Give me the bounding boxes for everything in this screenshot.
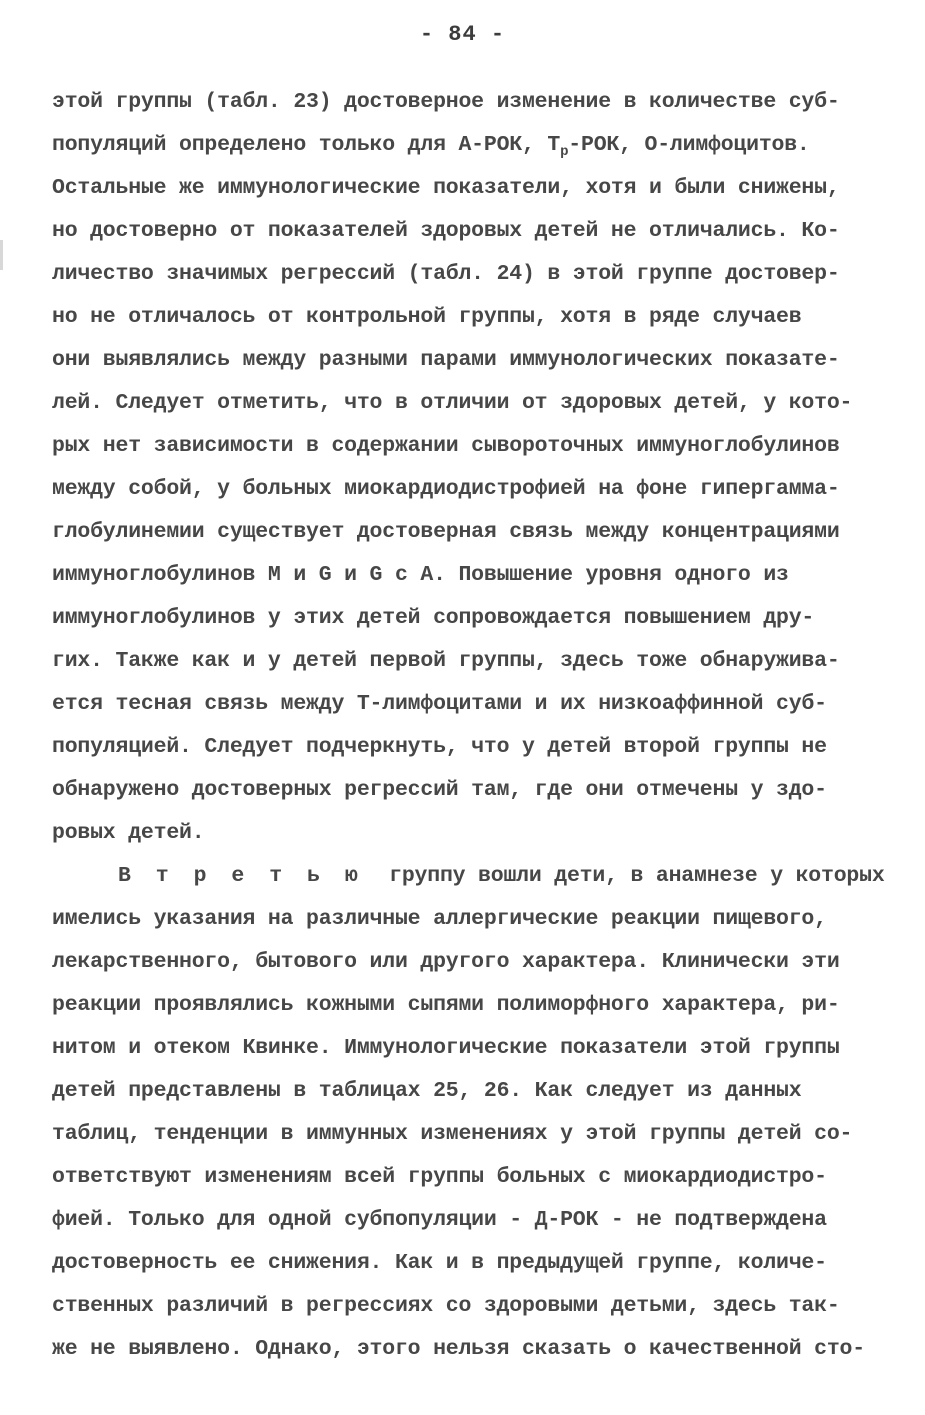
text-line: обнаружено достоверных регрессий там, где они отмечены у здо- — [52, 778, 827, 802]
text-line-part: -РОК, О-лимфоцитов. — [568, 133, 810, 157]
paragraph-first-line — [52, 855, 885, 898]
text-line: достоверность ее снижения. Как и в предыдущей группе, количе- — [52, 1251, 827, 1275]
text-line: этой группы (табл. 23) достоверное изменение в количестве суб- — [52, 90, 840, 114]
text-line: детей представлены в таблицах 25, 26. Как следует из данных — [52, 1079, 802, 1103]
spaced-emphasis: В т р е т ь ю — [118, 864, 364, 888]
subscript: р — [560, 144, 569, 160]
text-line: они выявлялись между разными парами иммунологических показате- — [52, 348, 840, 372]
text-line: рых нет зависимости в содержании сывороточных иммуноглобулинов — [52, 434, 840, 458]
scan-edge-mark — [0, 240, 3, 270]
text-line: лей. Следует отметить, что в отличии от здоровых детей, у кото- — [52, 391, 853, 415]
text-line: ровых детей. — [52, 821, 205, 845]
text-line: ственных различий в регрессиях со здоровыми детьми, здесь так- — [52, 1294, 840, 1318]
text-line: нитом и отеком Квинке. Иммунологические показатели этой группы — [52, 1036, 840, 1060]
text-line: лекарственного, бытового или другого характера. Клинически эти — [52, 950, 840, 974]
body-text — [52, 81, 885, 1371]
text-line-part: популяций определено только для А-РОК, Т — [52, 133, 561, 157]
text-line-with-subscript — [52, 124, 882, 167]
text-line: но не отличалось от контрольной группы, хотя в ряде случаев — [52, 305, 802, 329]
page-number: - 84 - — [419, 22, 506, 47]
text-line: реакции проявлялись кожными сыпями полиморфного характера, ри- — [52, 993, 840, 1017]
text-line: гих. Также как и у детей первой группы, здесь тоже обнаружива- — [52, 649, 840, 673]
text-line: глобулинемии существует достоверная связь между концентрациями — [52, 520, 840, 544]
text-line: иммуноглобулинов M и G и G с A. Повышение уровня одного из — [52, 563, 789, 587]
text-line-part: группу вошли дети, в анамнезе у которых — [363, 864, 885, 888]
text-line: Остальные же иммунологические показатели, хотя и были снижены, — [52, 176, 840, 200]
text-line: фией. Только для одной субпопуляции - Д-РОК - не подтверждена — [52, 1208, 827, 1232]
text-line: между собой, у больных миокардиодистрофией на фоне гипергамма- — [52, 477, 840, 501]
text-line: ется тесная связь между Т-лимфоцитами и их низкоаффинной суб- — [52, 692, 827, 716]
text-line: же не выявлено. Однако, этого нельзя сказать о качественной сто- — [52, 1337, 865, 1361]
text-line: таблиц, тенденции в иммунных изменениях у этой группы детей со- — [52, 1122, 853, 1146]
text-line: ответствуют изменениям всей группы больных с миокардиодистро- — [52, 1165, 827, 1189]
text-line: имелись указания на различные аллергические реакции пищевого, — [52, 907, 827, 931]
text-line: личество значимых регрессий (табл. 24) в этой группе достовер- — [52, 262, 840, 286]
text-line: популяцией. Следует подчеркнуть, что у детей второй группы не — [52, 735, 827, 759]
text-line: но достоверно от показателей здоровых детей не отличались. Ко- — [52, 219, 840, 243]
text-line: иммуноглобулинов у этих детей сопровождается повышением дру- — [52, 606, 815, 630]
